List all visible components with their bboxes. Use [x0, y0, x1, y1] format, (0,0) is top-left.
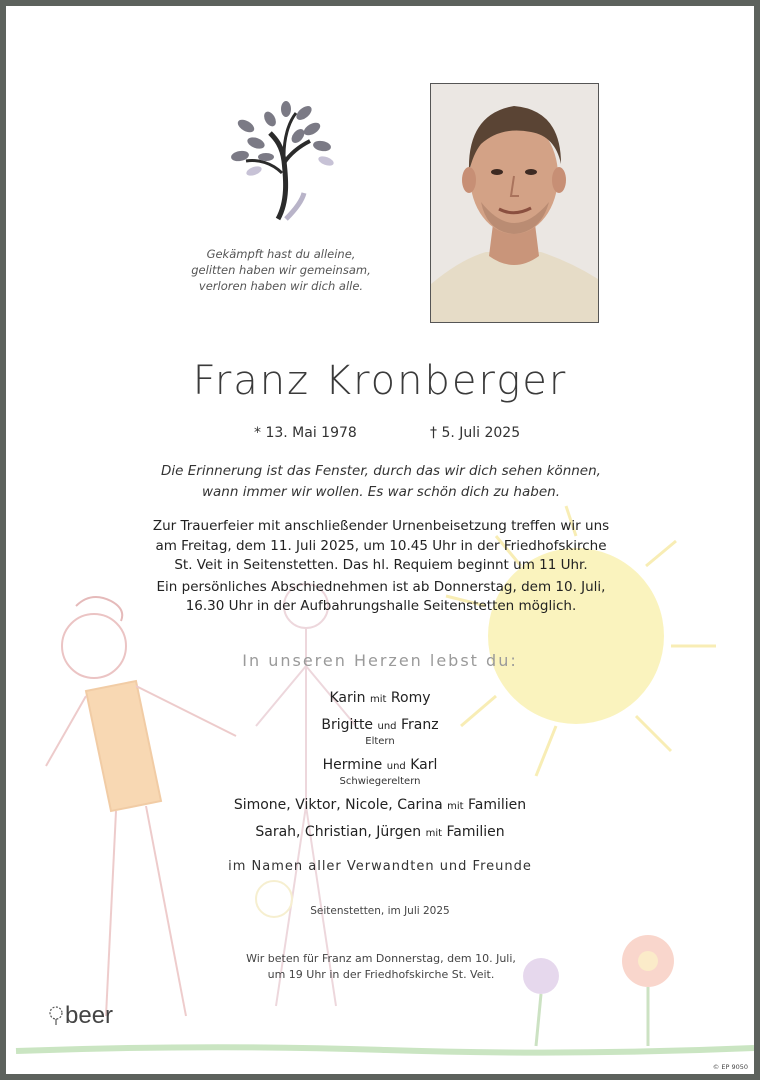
- brand-logo: [47, 1002, 113, 1030]
- quote-line: gelitten haben wir gemeinsam,: [191, 263, 371, 277]
- quote-line: verloren haben wir dich alle.: [198, 279, 364, 293]
- funeral-line: Ein persönliches Abschiednehmen ist ab Donnerstag, dem 10. Juli,: [156, 578, 606, 595]
- quote-line: Gekämpft hast du alleine,: [206, 247, 356, 261]
- family-name: Franz: [400, 717, 439, 733]
- prayer-line: um 19 Uhr in der Friedhofskirche St. Veit.: [267, 968, 495, 981]
- family-name: Karl: [410, 757, 438, 773]
- memory-line: wann immer wir wollen. Es war schön dich zu haben.: [201, 484, 560, 500]
- grass-drawing: [16, 1047, 754, 1052]
- tree-icon: [226, 101, 341, 221]
- deceased-name: Franz Kronberger: [192, 358, 568, 404]
- family-relation: Eltern: [365, 736, 395, 747]
- funeral-line: 16.30 Uhr in der Aufbahrungshalle Seitenstetten möglich.: [185, 598, 577, 614]
- family-conjunction: mit: [447, 801, 464, 812]
- funeral-info: [116, 517, 646, 617]
- family-name: Brigitte: [321, 717, 374, 733]
- place-date: Seitenstetten, im Juli 2025: [310, 905, 450, 917]
- figure-middle-drawing: [256, 584, 356, 1006]
- funeral-line: Zur Trauerfeier mit anschließender Urnenbeisetzung treffen wir uns: [152, 518, 610, 534]
- quote-text: [126, 246, 436, 294]
- brand-name: beer: [65, 1002, 114, 1029]
- family-row: [6, 797, 754, 813]
- funeral-line: am Freitag, dem 11. Juli 2025, um 10.45 Uhr in der Friedhofskirche: [155, 537, 607, 554]
- family-conjunction: mit: [425, 828, 443, 839]
- family-row: [6, 717, 754, 733]
- family-name: Romy: [390, 690, 431, 706]
- dandelion-icon: [47, 1005, 65, 1025]
- funeral-line: St. Veit in Seitenstetten. Das hl. Requiem beginnt um 11 Uhr.: [174, 557, 588, 573]
- family-row: [6, 824, 754, 840]
- family-conjunction: und: [377, 721, 397, 732]
- memory-quote: [126, 461, 636, 503]
- family-name: Karin: [329, 690, 366, 706]
- family-conjunction: mit: [370, 694, 387, 705]
- print-code: © EP 9050: [712, 1063, 748, 1071]
- memory-line: Die Erinnerung ist das Fenster, durch das wir dich sehen können,: [161, 463, 601, 479]
- birth-date: * 13. Mai 1978: [254, 425, 357, 441]
- obituary-sheet: [6, 6, 754, 1074]
- family-name: Hermine: [322, 757, 383, 773]
- family-row: [6, 690, 754, 706]
- death-date: † 5. Juli 2025: [430, 425, 521, 441]
- family-name: Simone, Viktor, Nicole, Carina: [233, 797, 443, 813]
- family-relation: Schwiegereltern: [339, 776, 421, 787]
- family-name: Familien: [468, 797, 527, 813]
- family-name: Sarah, Christian, Jürgen: [255, 824, 422, 840]
- family-row: [6, 757, 754, 773]
- prayer-info: [206, 951, 556, 983]
- prayer-line: Wir beten für Franz am Donnerstag, dem 10. Juli,: [246, 952, 516, 965]
- family-name: Familien: [446, 824, 505, 840]
- mourners-heading: In unseren Herzen lebst du:: [242, 651, 518, 670]
- closing-line: im Namen aller Verwandten und Freunde: [228, 859, 532, 874]
- family-conjunction: und: [386, 761, 406, 772]
- portrait-photo: [430, 83, 599, 323]
